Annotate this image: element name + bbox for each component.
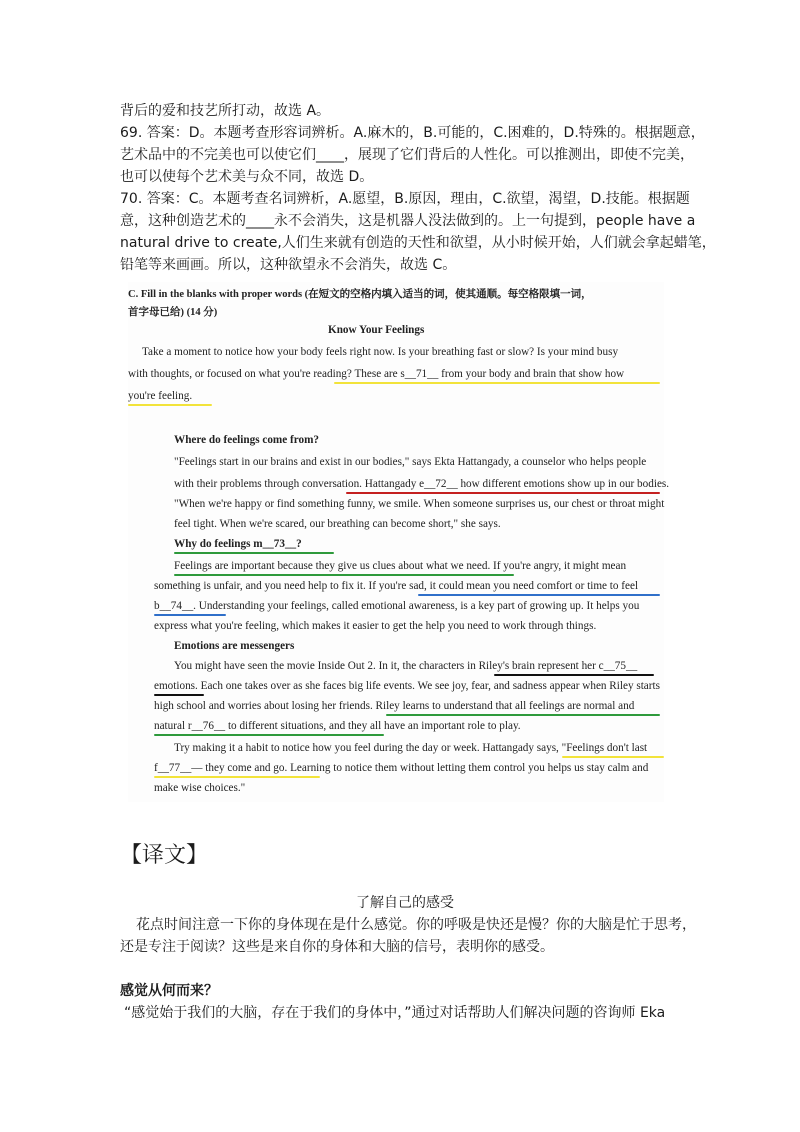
explanation-q70-line-3: natural drive to create,人们生来就有创造的天性和欲望，从小时候开始，人们就会拿起蜡笔， — [120, 235, 716, 251]
p4-line-1: You might have seen the movie Inside Out 2. In it, the characters in Riley's brain represent her c__75__ — [174, 660, 638, 672]
exercise-instruction-line-1: C. Fill in the blanks with proper words (在短文的空格内填入适当的词，使其通顺。每空格限填一词， — [128, 289, 592, 300]
translation-p2-line-1: “感觉始于我们的大脑，存在于我们的身体中，”通过对话帮助人们解决问题的咨询师 Eka — [124, 1005, 666, 1021]
green-underline-p3 — [174, 574, 514, 576]
explanation-q70-line-2: 意，这种创造艺术的____永不会消失，这是机器人没法做到的。上一句提到，people have a — [120, 213, 696, 229]
yellow-underline-p1-b — [128, 404, 212, 406]
p2-line-4: feel tight. When we're scared, our breathing can become short," she says. — [174, 518, 501, 530]
heading-emotions-messengers: Emotions are messengers — [174, 640, 295, 652]
translation-heading-feelings: 感觉从何而来？ — [120, 983, 218, 999]
explanation-q70-line-4: 铅笔等来画画。所以，这种欲望永不会消失，故选 C。 — [120, 257, 457, 273]
heading-why-feelings: Why do feelings m__73__? — [174, 538, 302, 550]
translation-title: 了解自己的感受 — [356, 895, 454, 911]
exercise-scan — [128, 282, 670, 802]
p4-line-2: emotions. Each one takes over as she faces big life events. We see joy, fear, and sadness appear when Riley starts — [154, 680, 660, 692]
explanation-q70-line-1: 70. 答案：C。本题考查名词辨析，A.愿望，B.原因，理由，C.欲望，渴望，D.技能。根据题 — [120, 191, 690, 207]
translation-p1-line-1: 花点时间注意一下你的身体现在是什么感觉。你的呼吸是快还是慢？你的大脑是忙于思考， — [136, 917, 696, 933]
explanation-line-0: 背后的爱和技艺所打动，故选 A。 — [120, 103, 331, 119]
green-underline-h2 — [174, 552, 334, 554]
p5-line-2: f__77__— they come and go. Learning to notice them without letting them control you helps us stay calm and — [154, 762, 649, 774]
blue-underline-p3-a — [418, 594, 660, 596]
red-underline-p2 — [346, 492, 660, 494]
green-underline-p4-b — [154, 734, 384, 736]
yellow-underline-p1-a — [334, 382, 660, 384]
black-underline-p4-a — [494, 674, 654, 676]
p3-line-1: Feelings are important because they give us clues about what we need. If you're angry, it might mean — [174, 560, 627, 572]
p1-line-2: with thoughts, or focused on what you're reading? These are s__71__ from your body and brain that show how — [128, 368, 625, 380]
yellow-underline-p5-b — [154, 776, 320, 778]
p4-line-4: natural r__76__ to different situations, and they all have an important role to play. — [154, 720, 521, 732]
yellow-underline-p5-a — [562, 756, 664, 758]
heading-where-feelings: Where do feelings come from? — [174, 434, 319, 446]
p1-line-1: Take a moment to notice how your body feels right now. Is your breathing fast or slow? Is your mind busy — [142, 346, 619, 358]
black-underline-p4-b — [154, 694, 204, 696]
p2-line-2: with their problems through conversation. Hattangady e__72__ how different emotions show up in our bodies. — [174, 478, 670, 490]
green-underline-p4-a — [386, 714, 660, 716]
p3-line-2: something is unfair, and you need help to fix it. If you're sad, it could mean you need comfort or time to feel — [154, 580, 639, 592]
p5-line-1: Try making it a habit to notice how you feel during the day or week. Hattangady says, "Feelings don't last — [174, 742, 648, 754]
explanation-q69-line-3: 也可以使每个艺术美与众不同，故选 D。 — [120, 169, 374, 185]
p5-line-3: make wise choices." — [154, 782, 246, 794]
translation-p1-line-2: 还是专注于阅读？这些是来自你的身体和大脑的信号，表明你的感受。 — [120, 939, 554, 955]
p2-line-3: "When we're happy or find something funny, we smile. When someone surprises us, our chest or throat might — [174, 498, 665, 510]
p4-line-3: high school and worries about losing her friends. Riley learns to understand that all feelings are normal and — [154, 700, 635, 712]
explanation-q69-line-2: 艺术品中的不完美也可以使它们____，展现了它们背后的人性化。可以推测出，即使不完美， — [120, 147, 694, 163]
translation-heading: 【译文】 — [120, 843, 209, 868]
p3-line-3: b__74__. Understanding your feelings, called emotional awareness, is a key part of growing up. It helps you — [154, 600, 640, 612]
exercise-title: Know Your Feelings — [328, 324, 425, 336]
p1-line-3: you're feeling. — [128, 390, 193, 402]
exercise-instruction-line-2: 首字母已给) (14 分) — [128, 307, 218, 318]
explanation-q69-line-1: 69. 答案：D。本题考查形容词辨析。A.麻木的，B.可能的，C.困难的，D.特殊的。根据题意， — [120, 125, 705, 141]
p2-line-1: "Feelings start in our brains and exist in our bodies," says Ekta Hattangady, a counselor who helps people — [174, 456, 647, 468]
p3-line-4: express what you're feeling, which makes it easier to get the help you need to work through things. — [154, 620, 597, 632]
blue-underline-p3-b — [154, 614, 226, 616]
